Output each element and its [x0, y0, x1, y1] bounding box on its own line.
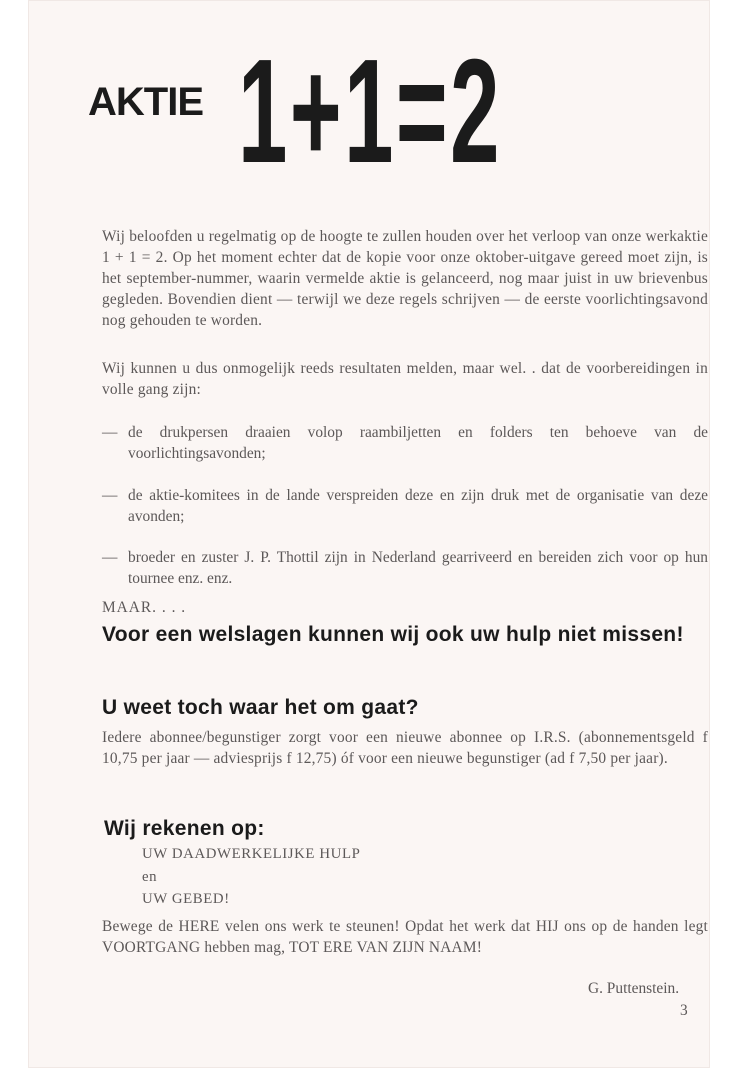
- signature: G. Puttenstein.: [588, 980, 680, 997]
- callout-help: Voor een welslagen kunnen wij ook uw hulp niet missen!: [102, 623, 684, 646]
- status-paragraph: Wij kunnen u dus onmogelijk reeds resultaten melden, maar wel. . dat de voorbereidingen in volle gang zijn:: [102, 360, 708, 398]
- rekenen-line-gebed: UW GEBED!: [142, 891, 230, 907]
- bullet-text: de aktie-komitees in de lande verspreiden deze en zijn druk met de organisatie van deze avonden;: [128, 487, 708, 525]
- rekenen-line-en: en: [142, 869, 158, 885]
- callout-question: U weet toch waar het om gaat?: [102, 696, 419, 719]
- heading-aktie: AKTIE: [88, 80, 203, 124]
- magazine-page: [28, 0, 710, 1068]
- heading-equation: 1+1=2: [238, 29, 502, 194]
- bullet-dash: —: [102, 487, 118, 504]
- rekenen-line-hulp: UW DAADWERKELIJKE HULP: [142, 846, 361, 862]
- closing-paragraph: Bewege de HERE velen ons werk te steunen! Opdat het werk dat HIJ ons op de handen legt VOORTGANG hebben mag, TOT ERE VAN ZIJN NAAM!: [102, 918, 708, 956]
- intro-paragraph: Wij beloofden u regelmatig op de hoogte te zullen houden over het verloop van onze werkaktie 1 + 1 = 2. Op het moment echter dat de kopie voor onze oktober-uitgave gereed moet zijn, is het september-nummer, waarin vermelde aktie is gelanceerd, nog maar juist in uw brievenbus gegleden. Bovendien dient — terwijl we deze regels schrijven — de eerste voorlichtingsavond nog gehouden te worden.: [102, 228, 708, 329]
- maar-text: MAAR. . . .: [102, 599, 187, 616]
- bullet-text: de drukpersen draaien volop raambiljetten en folders ten behoeve van de voorlichtingsavonden;: [128, 424, 708, 462]
- page-heading: [88, 29, 588, 194]
- page-number: 3: [680, 1002, 688, 1019]
- subscription-paragraph: Iedere abonnee/begunstiger zorgt voor een nieuwe abonnee op I.R.S. (abonnementsgeld f 10,75 per jaar — adviesprijs f 12,75) óf voor een nieuwe begunstiger (ad f 7,50 per jaar).: [102, 729, 708, 767]
- bullet-dash: —: [102, 424, 118, 441]
- bullet-dash: —: [102, 549, 118, 566]
- bullet-text: broeder en zuster J. P. Thottil zijn in Nederland gearriveerd en bereiden zich voor op hun tournee enz. enz.: [128, 549, 708, 587]
- callout-rekenen: Wij rekenen op:: [104, 817, 265, 840]
